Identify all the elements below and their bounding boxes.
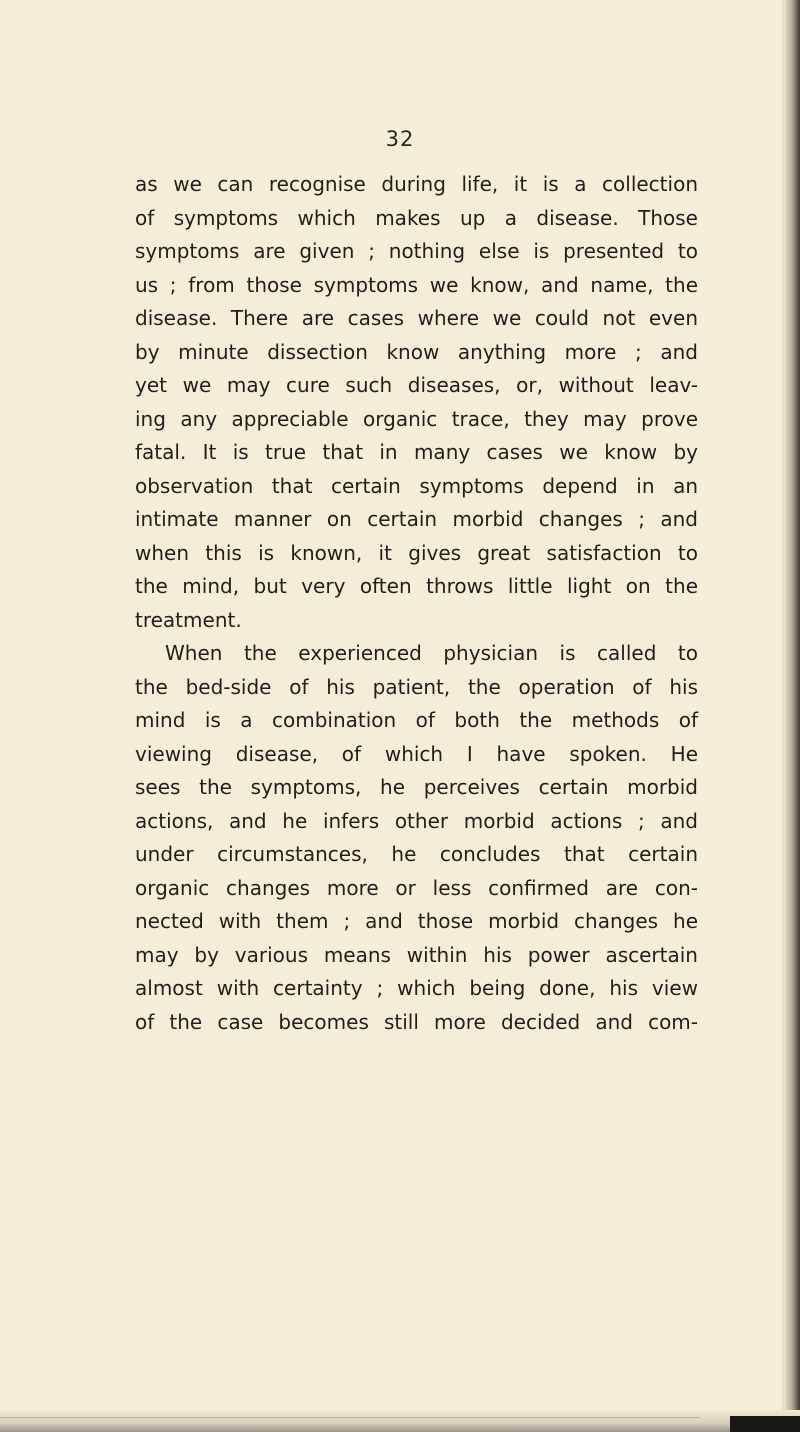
page-edge-shadow <box>786 0 800 1432</box>
text-line: of the case becomes still more decided and com- <box>135 1009 698 1034</box>
text-line: disease. There are cases where we could not even <box>135 306 698 330</box>
text-line: as we can recognise during life, it is a collection <box>135 172 698 196</box>
text-line: symptoms are given ; nothing else is presented to <box>135 239 698 263</box>
text-line: when this is known, it gives great satisfaction to <box>135 540 698 565</box>
text-line: viewing disease, of which I have spoken. He <box>135 741 698 766</box>
text-line: actions, and he infers other morbid actions ; and <box>135 808 698 833</box>
text-line: yet we may cure such diseases, or, without leav- <box>135 373 698 397</box>
text-line: mind is a combination of both the methods of <box>135 708 698 732</box>
text-line-paragraph-start: When the experienced physician is called to <box>165 641 698 665</box>
binding-corner <box>730 1416 800 1432</box>
text-line: us ; from those symptoms we know, and name, the <box>135 272 698 297</box>
text-line: may by various means within his power ascertain <box>135 942 698 967</box>
text-line: intimate manner on certain morbid changes ; and <box>135 507 698 531</box>
page-number: 32 <box>385 127 415 151</box>
text-line: ing any appreciable organic trace, they may prove <box>135 406 698 431</box>
text-line: nected with them ; and those morbid changes he <box>135 909 698 933</box>
text-line-paragraph-end: treatment. <box>135 607 242 632</box>
text-line: almost with certainty ; which being done, his view <box>135 976 698 1000</box>
text-line: observation that certain symptoms depend in an <box>135 473 698 498</box>
text-line: fatal. It is true that in many cases we know by <box>135 440 698 464</box>
text-line: of symptoms which makes up a disease. Those <box>135 205 698 230</box>
text-line: under circumstances, he concludes that certain <box>135 842 698 866</box>
text-line: by minute dissection know anything more ; and <box>135 339 698 364</box>
text-line: the mind, but very often throws little light on the <box>135 574 698 598</box>
text-line: sees the symptoms, he perceives certain morbid <box>135 775 698 799</box>
text-line: organic changes more or less confirmed are con- <box>135 875 698 900</box>
body-text <box>135 168 698 1039</box>
page-bottom-line <box>0 1417 700 1418</box>
page-bottom-edge <box>0 1410 800 1432</box>
text-line: the bed-side of his patient, the operation of his <box>135 674 698 699</box>
